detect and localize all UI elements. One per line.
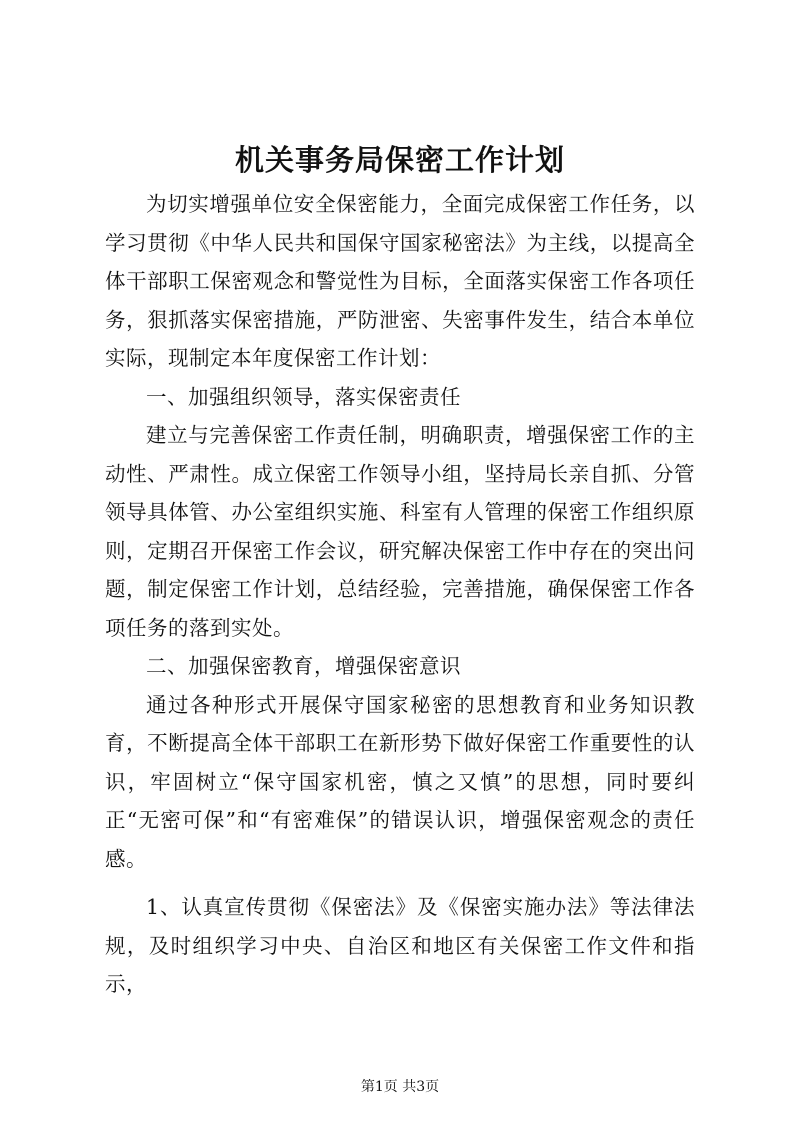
paragraph-item-1: 1、认真宣传贯彻《保密法》及《保密实施办法》等法律法规，及时组织学习中央、自治区和地区有关保密工作文件和指示， xyxy=(105,895,695,996)
section-heading-1: 一、加强组织领导，落实保密责任 xyxy=(146,384,461,409)
section-heading-2: 二、加强保密教育，增强保密意识 xyxy=(146,654,461,678)
document-title: 机关事务局保密工作计划 xyxy=(234,143,565,177)
page-number-footer: 第1页 共3页 xyxy=(360,1079,440,1095)
paragraph-intro: 为切实增强单位安全保密能力，全面完成保密工作任务，以学习贯彻《中华人民共和国保守国家秘密法》为主线，以提高全体干部职工保密观念和警觉性为目标，全面落实保密工作各项任务，狠抓落实保密措施，严防泄密、失密事件发生，结合本单位实际，现制定本年度保密工作计划： xyxy=(105,192,695,370)
document-body xyxy=(105,185,695,1004)
paragraph-section-2: 通过各种形式开展保守国家秘密的思想教育和业务知识教育，不断提高全体干部职工在新形势下做好保密工作重要性的认识，牢固树立“保守国家机密，慎之又慎”的思想，同时要纠正“无密可保”和“有密难保”的错误认识，增强保密观念的责任感。 xyxy=(105,692,695,871)
paragraph-section-1: 建立与完善保密工作责任制，明确职责，增强保密工作的主动性、严肃性。成立保密工作领导小组，坚持局长亲自抓、分管领导具体管、办公室组织实施、科室有人管理的保密工作组织原则，定期召开保密工作会议，研究解决保密工作中存在的突出问题，制定保密工作计划，总结经验，完善措施，确保保密工作各项任务的落到实处。 xyxy=(105,423,695,640)
